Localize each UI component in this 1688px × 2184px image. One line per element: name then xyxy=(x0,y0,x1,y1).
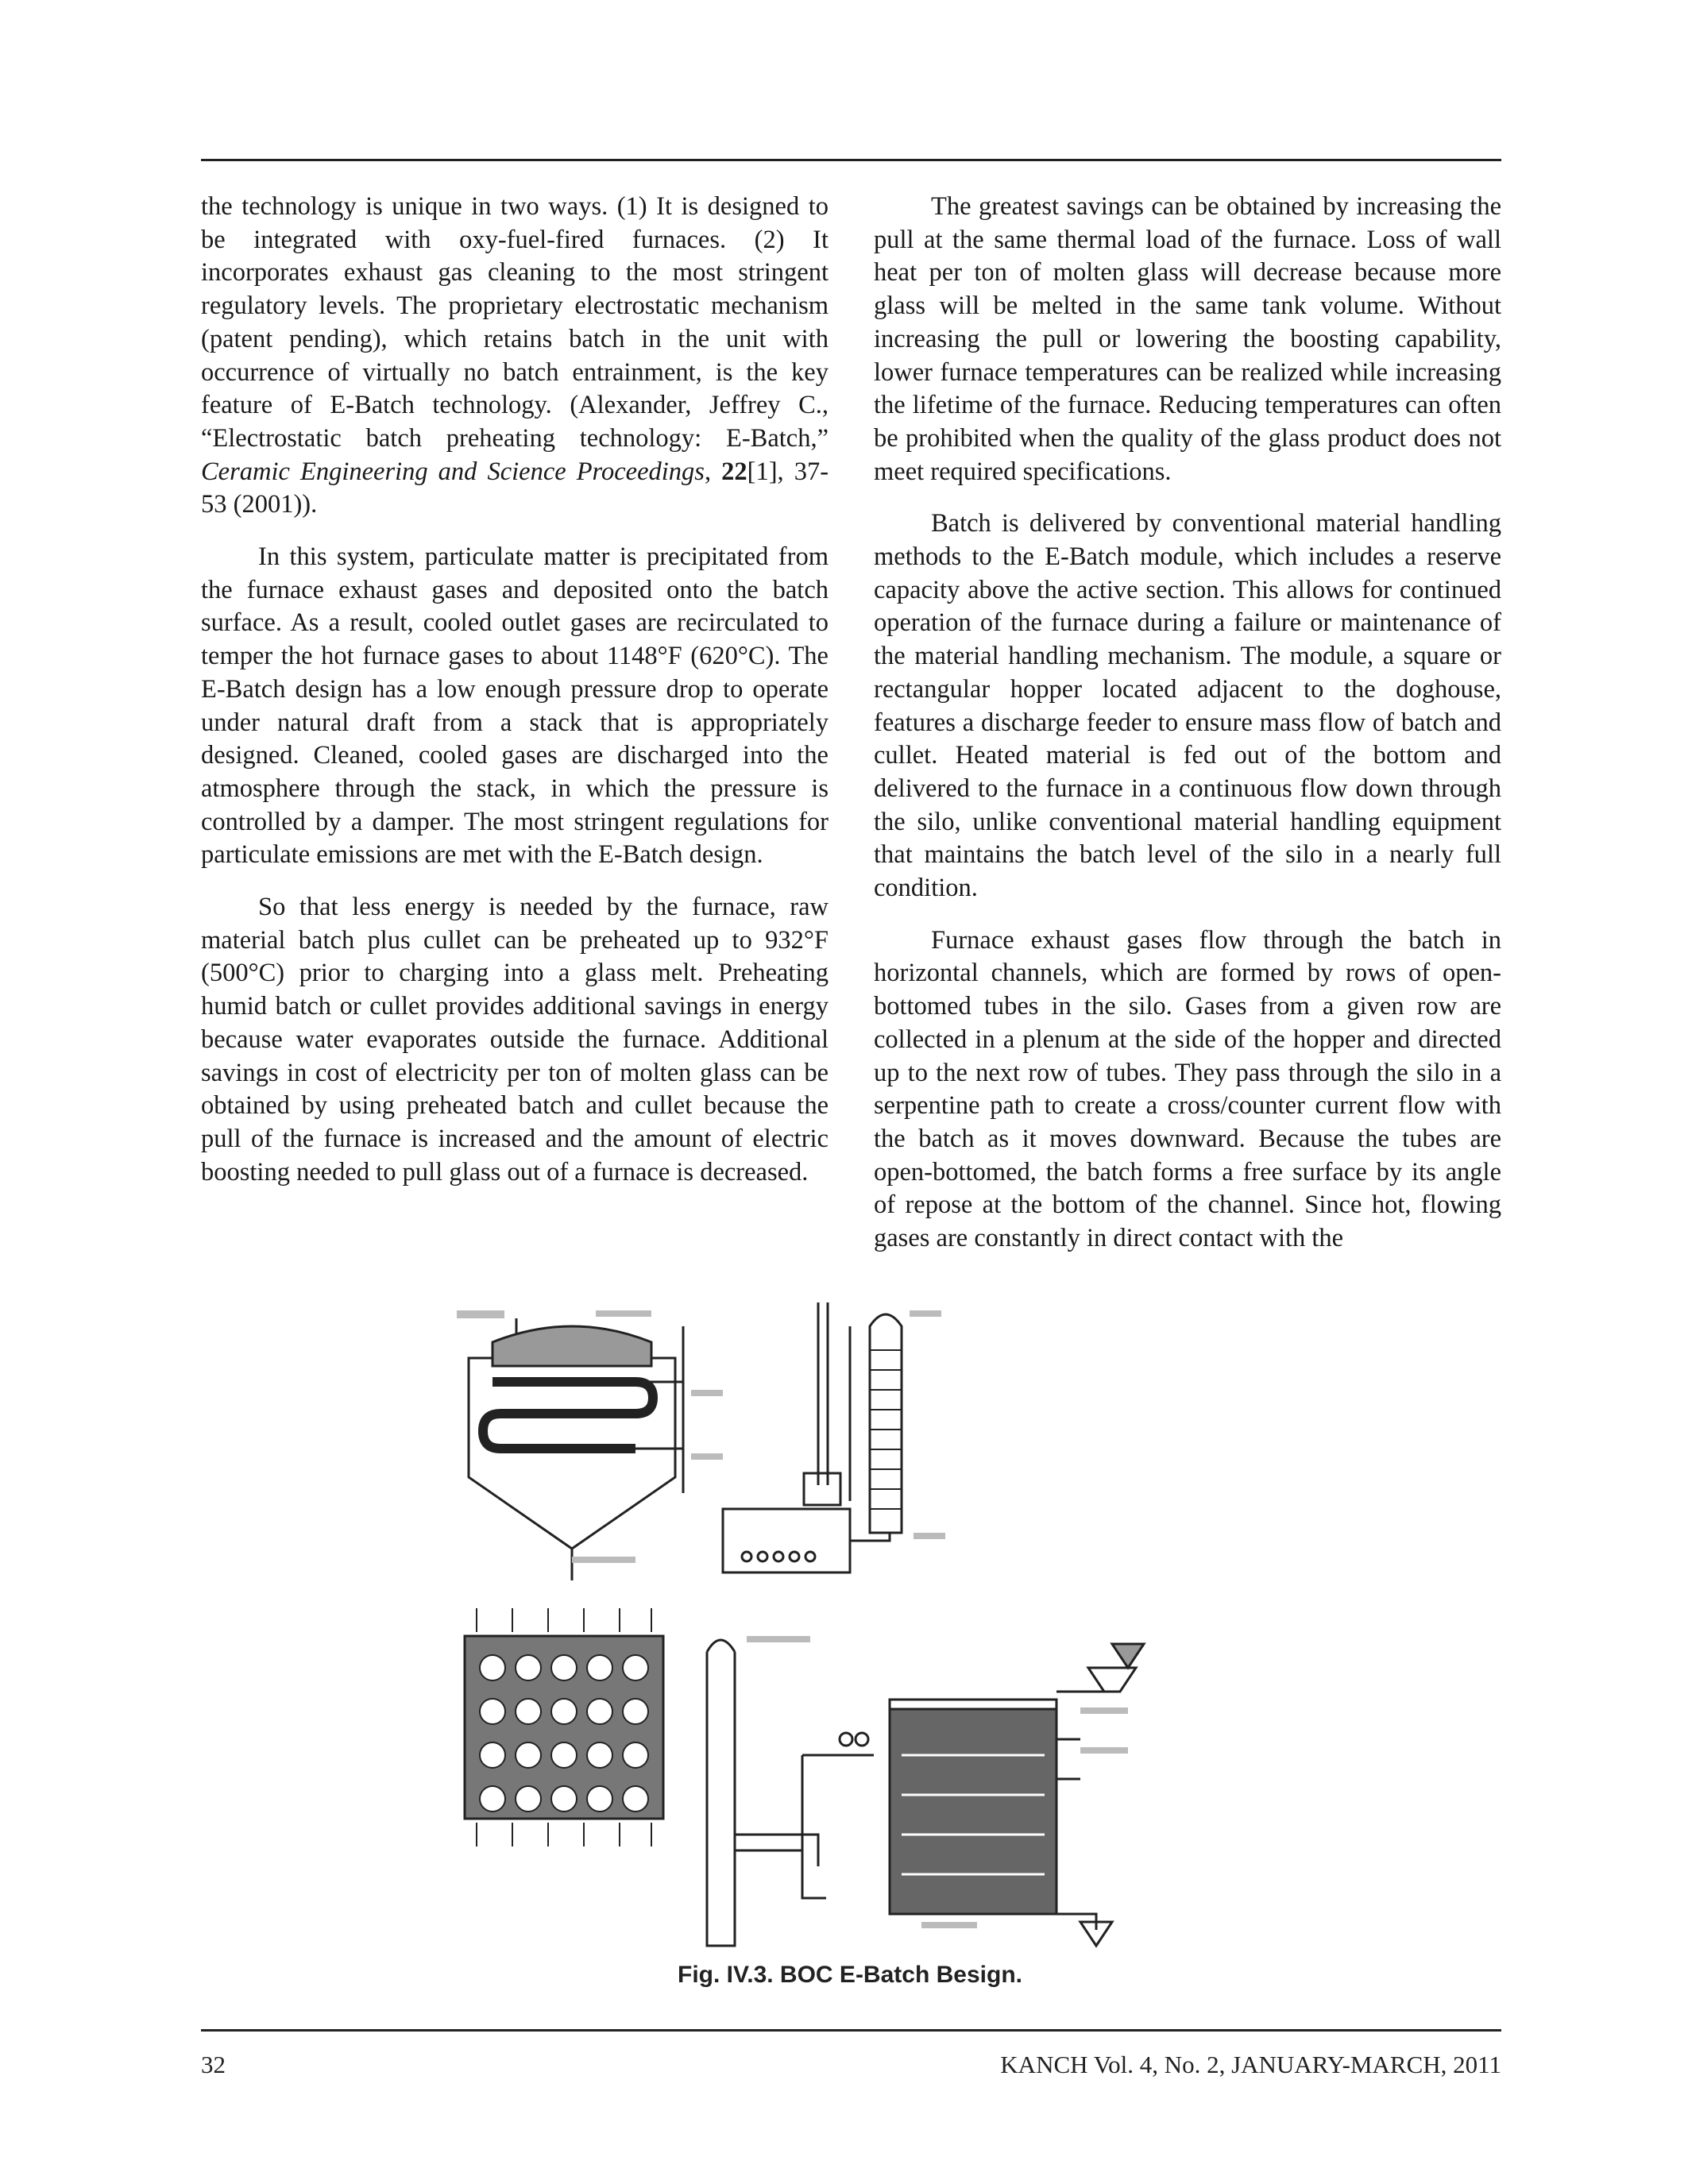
left-paragraph-1-text: the technology is unique in two ways. (1) It is designed to be integrated with oxy-fuel-fired furnaces. (2) It incorporates exhaust gas cleaning to the most stringent regulatory levels. The proprietary electrostatic mechanism (patent pending), which retains batch in the unit with occurrence of virtually no batch entrainment, is the key feature of E-Batch technology. (Alexander, Jeffrey C., “Electrostatic batch preheating technology: E-Batch,” xyxy=(201,192,829,453)
tube-array-diagram xyxy=(465,1608,663,1846)
silo-diagram xyxy=(457,1310,723,1580)
journal-separator: , xyxy=(704,457,722,486)
plant-layout-diagram xyxy=(723,1302,945,1572)
page-number: 32 xyxy=(201,2051,226,2078)
figure-caption: Fig. IV.3. BOC E-Batch Besign. xyxy=(678,1962,1022,1988)
left-paragraph-1 xyxy=(201,191,829,522)
left-paragraph-3: So that less energy is needed by the furnace, raw material batch plus cullet can be preheated up to 932°F (500°C) prior to charging into a glass melt. Preheating humid batch or cullet provides additional savings in energy because water evaporates outside the furnace. Additional savings in cost of electricity per ton of molten glass can be obtained by using preheated batch and cullet because the pull of the furnace is increased and the amount of electric boosting needed to pull glass out of a furnace is decreased. xyxy=(201,893,829,1187)
journal-footer: KANCH Vol. 4, No. 2, JANUARY-MARCH, 2011 xyxy=(1000,2051,1501,2078)
right-paragraph-3: Furnace exhaust gases flow through the batch in horizontal channels, which are formed by rows of open-bottomed tubes in the silo. Gases from a given row are collected in a plenum at the side of the hopper and directed up to the next row of tubes. They pass through the silo in a serpentine path to create a cross/counter current flow with the batch as it moves downward. Because the tubes are open-bottomed, the batch forms a free surface by its angle of repose at the bottom of the channel. Since hot, flowing gases are constantly in direct contact with the xyxy=(874,925,1501,1253)
header-rule xyxy=(201,159,1501,161)
right-paragraph-2: Batch is delivered by conventional material handling methods to the E-Batch module, which includes a reserve capacity above the active section. This allows for continued operation of the furnace during a failure or maintenance of the material handling mechanism. The module, a square or rectangular hopper located adjacent to the doghouse, features a discharge feeder to ensure mass flow of batch and cullet. Heated material is fed out of the bottom and delivered to the furnace in a continuous flow down through the silo, unlike conventional material handling equipment that maintains the batch level of the silo in a nearly full condition. xyxy=(874,509,1501,903)
footer-rule xyxy=(201,2029,1501,2032)
module-assembly-diagram xyxy=(707,1636,1144,1946)
left-column xyxy=(201,191,829,1208)
journal-title: Ceramic Engineering and Science Proceedings xyxy=(201,457,705,486)
journal-pages: [1], 37-53 (2001)). xyxy=(201,457,829,519)
left-paragraph-2: In this system, particulate matter is precipitated from the furnace exhaust gases and deposited onto the batch surface. As a result, cooled outlet gases are recirculated to temper the hot furnace gases to about 1148°F (620°C). The E-Batch design has a low enough pressure drop to operate under natural draft from a stack that is appropriately designed. Cleaned, cooled gases are discharged into the atmosphere through the stack, in which the pressure is controlled by a damper. The most stringent regulations for particulate emissions are met with the E-Batch design. xyxy=(201,542,829,870)
right-paragraph-1: The greatest savings can be obtained by increasing the pull at the same thermal load of the furnace. Loss of wall heat per ton of molten glass will decrease because more glass will be melted in the same tank volume. Without increasing the pull or lowering the boosting capability, lower furnace temperatures can be realized while increasing the lifetime of the furnace. Reducing temperatures can often be prohibited when the quality of the glass product does not meet required specifications. xyxy=(874,192,1501,486)
journal-volume: 22 xyxy=(721,457,747,486)
e-batch-figure xyxy=(445,1295,1255,1954)
right-column xyxy=(874,191,1501,1275)
